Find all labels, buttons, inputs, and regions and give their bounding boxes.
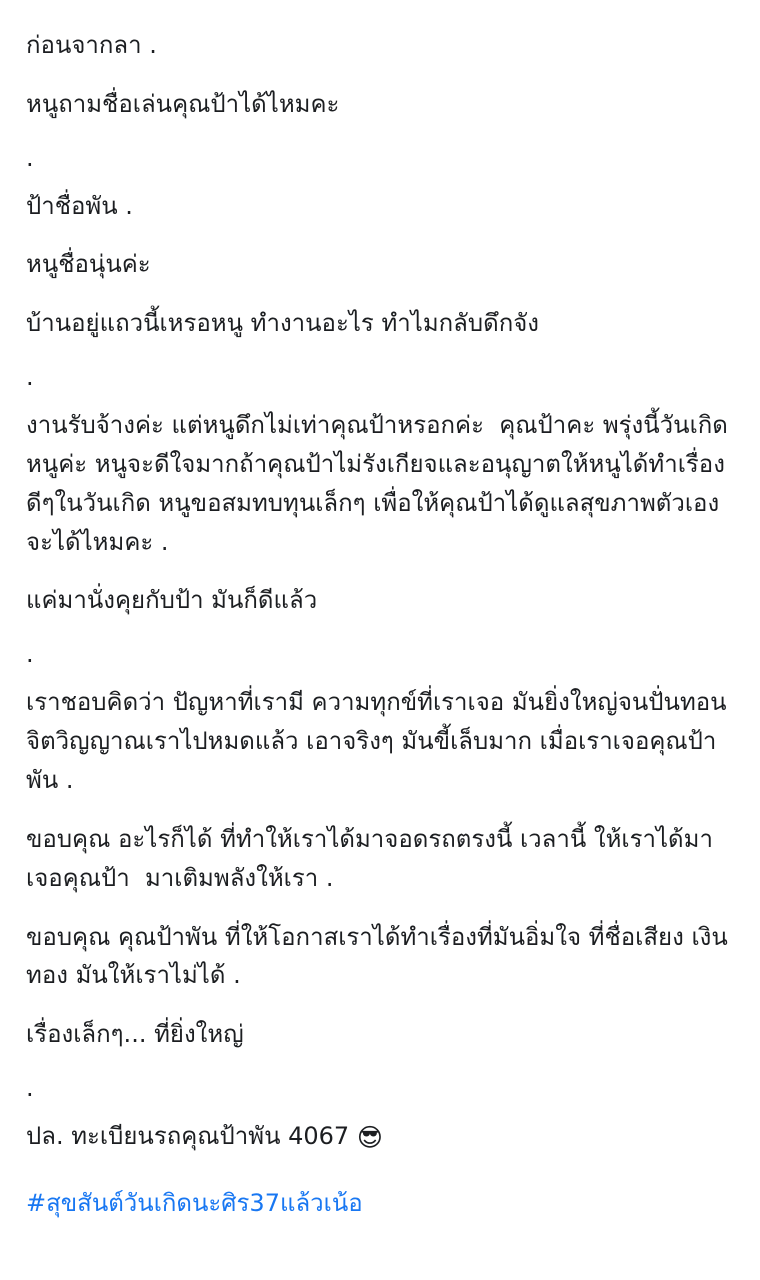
post-text-blocks	[26, 26, 734, 1158]
paragraph-separator: .	[26, 143, 34, 172]
paragraph: บ้านอยู่แถวนี้เหรอหนู ทำงานอะไร ทำไมกลับดึกจัง	[26, 309, 540, 338]
paragraph: ก่อนจากลา .	[26, 31, 157, 59]
hashtag-container	[26, 1184, 734, 1223]
paragraph: หนูชื่อนุ่นค่ะ	[26, 250, 151, 279]
paragraph: หนูถามชื่อเล่นคุณป้าได้ไหมคะ	[26, 89, 340, 118]
paragraph	[26, 1117, 734, 1159]
sunglasses-face-icon: 😎	[356, 1122, 383, 1152]
paragraph: เรื่องเล็กๆ... ที่ยิ่งใหญ่	[26, 1020, 244, 1049]
paragraph: ขอบคุณ คุณป้าพัน ที่ให้โอกาสเราได้ทำเรื่องที่มันอิ่มใจ ที่ชื่อเสียง เงินทอง มันให้เราไม่ได้ .	[26, 922, 728, 990]
paragraph: แค่มานั่งคุยกับป้า มันก็ดีแล้ว	[26, 586, 318, 615]
paragraph: เราชอบคิดว่า ปัญหาที่เรามี ความทุกข์ที่เราเจอ มันยิ่งใหญ่จนปั่นทอนจิตวิญญาณเราไปหมดแล้ว เอาจริงๆ มันขี้เล็บมาก เมื่อเราเจอคุณป้าพัน .	[26, 688, 727, 794]
paragraph: ขอบคุณ อะไรก็ได้ ที่ทำให้เราได้มาจอดรถตรงนี้ เวลานี้ ให้เราได้มาเจอคุณป้า มาเติมพลังให้เรา .	[26, 824, 713, 892]
paragraph-text: ปล. ทะเบียนรถคุณป้าพัน 4067	[26, 1121, 357, 1150]
paragraph-separator: .	[26, 640, 34, 669]
paragraph: ป้าชื่อพัน .	[26, 191, 133, 220]
hashtag-link[interactable]: #สุขสันต์วันเกิดนะศิร37แล้วเน้อ	[26, 1189, 363, 1218]
paragraph-separator: .	[26, 1074, 34, 1103]
paragraph: งานรับจ้างค่ะ แต่หนูดึกไม่เท่าคุณป้าหรอกค่ะ คุณป้าคะ พรุ่งนี้วันเกิดหนูค่ะ หนูจะดีใจมากถ้าคุณป้าไม่รังเกียจและอนุญาตให้หนูได้ทำเรื่องดีๆในวันเกิด หนูขอสมทบทุนเล็กๆ เพื่อให้คุณป้าได้ดูแลสุขภาพตัวเองจะได้ไหมคะ .	[26, 410, 728, 556]
paragraph-separator: .	[26, 363, 34, 392]
